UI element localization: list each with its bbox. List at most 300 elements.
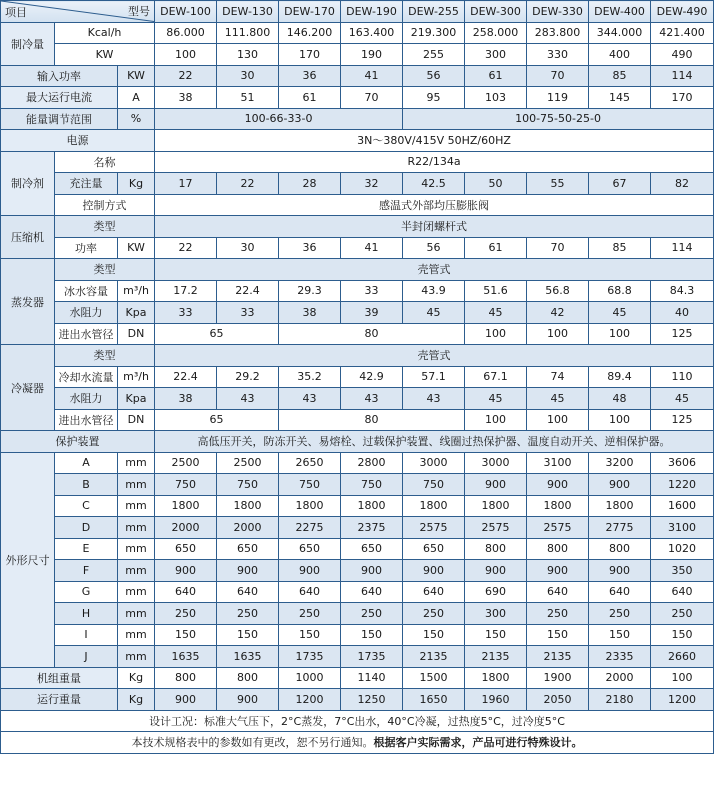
disclaimer-row [1,732,714,754]
sub-label: 冷却水流量 [55,366,118,388]
cooling-capacity-label: 制冷量 [1,22,55,65]
value-cell: 36 [279,65,341,87]
value-cell: 1635 [217,646,279,668]
value-cell: 103 [465,87,527,109]
value-cell: 163.400 [341,22,403,44]
value-cell: 2775 [589,517,651,539]
value-cell: 3N～380V/415V 50HZ/60HZ [155,130,714,152]
disclaimer-bold: 根据客户实际需求，产品可进行特殊设计。 [373,736,583,750]
value-cell: 344.000 [589,22,651,44]
value-cell: 1500 [403,667,465,689]
value-cell: 2500 [155,452,217,474]
value-cell: 114 [651,65,714,87]
evaporator-flow-row [1,280,714,302]
value-cell: 100 [589,323,651,345]
sub-label: 类型 [55,259,155,281]
value-cell: 33 [155,302,217,324]
unit-cell: m³/h [118,280,155,302]
value-cell: 250 [589,603,651,625]
value-cell: 45 [651,388,714,410]
value-cell: 100 [527,409,589,431]
value-cell: 55 [527,173,589,195]
unit-cell: A [118,87,155,109]
value-cell: 38 [155,87,217,109]
value-cell: 100 [651,667,714,689]
value-cell: 900 [527,474,589,496]
cooling-kw-row [1,44,714,66]
value-cell: 250 [651,603,714,625]
header-row [1,1,714,23]
max-current-row [1,87,714,109]
value-cell: 39 [341,302,403,324]
unit-cell: Kpa [118,302,155,324]
value-cell: 壳管式 [155,259,714,281]
cooling-kcal-row [1,22,714,44]
value-cell: 2575 [465,517,527,539]
value-cell: 800 [589,538,651,560]
value-cell: 2275 [279,517,341,539]
value-cell: 22.4 [217,280,279,302]
dimension-row [1,603,714,625]
value-cell: 1735 [279,646,341,668]
value-cell: 400 [589,44,651,66]
dimension-row [1,452,714,474]
unit-cell: Kpa [118,388,155,410]
evaporator-type-row [1,259,714,281]
value-cell: 3100 [527,452,589,474]
value-cell: 255 [403,44,465,66]
refrigerant-control-row [1,194,714,216]
model-header: DEW-255 [403,1,465,23]
value-cell: 2375 [341,517,403,539]
dimension-key: G [55,581,118,603]
dimension-key: I [55,624,118,646]
value-cell: 41 [341,237,403,259]
value-cell: 750 [217,474,279,496]
value-cell: 43 [217,388,279,410]
value-cell: 22.4 [155,366,217,388]
value-cell: 3100 [651,517,714,539]
model-header: DEW-400 [589,1,651,23]
value-cell: 1800 [403,495,465,517]
value-cell: 1960 [465,689,527,711]
model-header: DEW-330 [527,1,589,23]
value-cell: 111.800 [217,22,279,44]
value-cell: 350 [651,560,714,582]
value-cell: 250 [279,603,341,625]
value-cell: 2660 [651,646,714,668]
value-cell: 84.3 [651,280,714,302]
model-header: DEW-100 [155,1,217,23]
model-header: DEW-130 [217,1,279,23]
value-cell: 650 [403,538,465,560]
value-cell: 65 [155,409,279,431]
value-cell: 1800 [589,495,651,517]
value-cell: 421.400 [651,22,714,44]
evaporator-resistance-row [1,302,714,324]
unit-cell: Kg [118,667,155,689]
value-cell: 650 [279,538,341,560]
value-cell: 45 [589,302,651,324]
value-cell: 150 [341,624,403,646]
unit-cell: mm [118,517,155,539]
value-cell: 1800 [279,495,341,517]
value-cell: 61 [465,237,527,259]
dimension-key: A [55,452,118,474]
design-conditions-row [1,710,714,732]
value-cell: 900 [217,689,279,711]
value-cell: 110 [651,366,714,388]
unit-cell: mm [118,538,155,560]
value-cell: 2650 [279,452,341,474]
value-cell: 800 [527,538,589,560]
value-cell: 22 [155,237,217,259]
value-cell: 43.9 [403,280,465,302]
protection-label: 保护装置 [1,431,155,453]
value-cell: 2000 [155,517,217,539]
value-cell: 48 [589,388,651,410]
power-supply-label: 电源 [1,130,155,152]
sub-label: 名称 [55,151,155,173]
value-cell: 50 [465,173,527,195]
sub-label: 充注量 [55,173,118,195]
value-cell: 150 [589,624,651,646]
dimension-key: D [55,517,118,539]
value-cell: 1600 [651,495,714,517]
value-cell: 2000 [589,667,651,689]
value-cell: 65 [155,323,279,345]
unit-weight-label: 机组重量 [1,667,118,689]
value-cell: 42.9 [341,366,403,388]
value-cell: 45 [465,388,527,410]
value-cell: 150 [217,624,279,646]
unit-cell: % [118,108,155,130]
value-cell: 85 [589,237,651,259]
value-cell: 150 [465,624,527,646]
value-cell: 高低压开关，防冻开关、易熔栓、过载保护装置、线圈过热保护器、温度自动开关、逆相保护器。 [155,431,714,453]
condenser-pipe-row [1,409,714,431]
evaporator-pipe-row [1,323,714,345]
value-cell: 70 [527,237,589,259]
value-cell: 1200 [279,689,341,711]
unit-cell: DN [118,409,155,431]
value-cell: 900 [155,560,217,582]
model-header: DEW-190 [341,1,403,23]
capacity-range-label: 能量调节范围 [1,108,118,130]
value-cell: 半封闭螺杆式 [155,216,714,238]
header-corner-cell [1,1,155,23]
value-cell: 41 [341,65,403,87]
dimensions-label: 外形尺寸 [1,452,55,667]
value-cell: 22 [217,173,279,195]
value-cell: 100 [589,409,651,431]
dimension-key: J [55,646,118,668]
max-current-label: 最大运行电流 [1,87,118,109]
value-cell: 45 [465,302,527,324]
dimension-key: H [55,603,118,625]
capacity-range-row [1,108,714,130]
value-cell: 1800 [527,495,589,517]
value-cell: 35.2 [279,366,341,388]
dimension-row [1,646,714,668]
value-cell: 2135 [403,646,465,668]
model-header: DEW-170 [279,1,341,23]
value-cell: 100 [465,409,527,431]
value-cell: 100 [465,323,527,345]
value-cell: 30 [217,237,279,259]
value-cell: 258.000 [465,22,527,44]
value-cell: 750 [155,474,217,496]
value-cell: 30 [217,65,279,87]
condenser-type-row [1,345,714,367]
value-cell: 150 [279,624,341,646]
value-cell: 2575 [403,517,465,539]
value-cell: 1800 [341,495,403,517]
value-cell: 190 [341,44,403,66]
value-cell: 900 [527,560,589,582]
value-cell: 56 [403,237,465,259]
value-cell: 56.8 [527,280,589,302]
value-cell: 1635 [155,646,217,668]
unit-cell: mm [118,474,155,496]
value-cell: 28 [279,173,341,195]
value-cell: 283.800 [527,22,589,44]
value-cell: 3000 [465,452,527,474]
value-cell: 42.5 [403,173,465,195]
value-cell: 86.000 [155,22,217,44]
value-cell: 17.2 [155,280,217,302]
value-cell: 150 [403,624,465,646]
value-cell: 80 [279,409,465,431]
value-cell: 250 [155,603,217,625]
unit-cell: mm [118,624,155,646]
value-cell: 57.1 [403,366,465,388]
value-cell: 85 [589,65,651,87]
dimension-row [1,474,714,496]
value-cell: 219.300 [403,22,465,44]
value-cell: 640 [155,581,217,603]
value-cell: 640 [403,581,465,603]
value-cell: 900 [465,474,527,496]
dimension-key: C [55,495,118,517]
value-cell: 100 [155,44,217,66]
value-cell: 36 [279,237,341,259]
condenser-flow-row [1,366,714,388]
value-cell: 690 [465,581,527,603]
value-cell: 119 [527,87,589,109]
value-cell: 1800 [465,667,527,689]
value-cell: 125 [651,409,714,431]
header-item-label: 项目 [5,5,27,19]
unit-cell: mm [118,452,155,474]
value-cell: 900 [465,560,527,582]
value-cell: 43 [403,388,465,410]
sub-label: 进出水管径 [55,323,118,345]
sub-label: 控制方式 [55,194,155,216]
value-cell: 1800 [465,495,527,517]
unit-cell: DN [118,323,155,345]
sub-label: 类型 [55,216,155,238]
value-cell: 61 [465,65,527,87]
value-cell: 640 [589,581,651,603]
value-cell: 2500 [217,452,279,474]
unit-cell: mm [118,560,155,582]
value-cell: 70 [341,87,403,109]
value-cell: 29.3 [279,280,341,302]
disclaimer-plain: 本技术规格表中的参数如有更改，恕不另行通知。 [131,736,374,750]
value-cell: 125 [651,323,714,345]
value-cell: 2575 [527,517,589,539]
value-cell: 56 [403,65,465,87]
power-supply-row [1,130,714,152]
value-cell: 2000 [217,517,279,539]
value-cell: 800 [155,667,217,689]
value-cell: 2180 [589,689,651,711]
value-cell: 89.4 [589,366,651,388]
sub-label: 冰水容量 [55,280,118,302]
value-cell: 900 [589,474,651,496]
value-cell: 250 [217,603,279,625]
operating-weight-label: 运行重量 [1,689,118,711]
operating-weight-row [1,689,714,711]
value-cell: 900 [589,560,651,582]
unit-cell: m³/h [118,366,155,388]
sub-label: 进出水管径 [55,409,118,431]
value-cell: 67.1 [465,366,527,388]
compressor-power-row [1,237,714,259]
value-cell: 145 [589,87,651,109]
value-cell: 67 [589,173,651,195]
value-cell: 51.6 [465,280,527,302]
refrigerant-label: 制冷剂 [1,151,55,216]
value-cell: 1220 [651,474,714,496]
refrigerant-charge-row [1,173,714,195]
unit-cell: mm [118,603,155,625]
design-conditions-note: 设计工况：标准大气压下，2°C蒸发，7°C出水，40°C冷凝，过热度5°C，过冷度5°C [1,710,714,732]
unit-cell: Kg [118,689,155,711]
value-cell: R22/134a [155,151,714,173]
value-cell: 17 [155,173,217,195]
value-cell: 250 [527,603,589,625]
value-cell: 1020 [651,538,714,560]
value-cell: 95 [403,87,465,109]
unit-cell: KW [118,237,155,259]
value-cell: 150 [155,624,217,646]
value-cell: 74 [527,366,589,388]
value-cell: 2800 [341,452,403,474]
value-cell: 170 [279,44,341,66]
value-cell: 1200 [651,689,714,711]
value-cell: 100-66-33-0 [155,108,403,130]
value-cell: 800 [217,667,279,689]
value-cell: 650 [155,538,217,560]
value-cell: 1650 [403,689,465,711]
value-cell: 130 [217,44,279,66]
value-cell: 640 [341,581,403,603]
value-cell: 2335 [589,646,651,668]
value-cell: 1000 [279,667,341,689]
value-cell: 100-75-50-25-0 [403,108,714,130]
model-header: DEW-300 [465,1,527,23]
value-cell: 650 [341,538,403,560]
value-cell: 2135 [527,646,589,668]
value-cell: 45 [527,388,589,410]
dimension-key: E [55,538,118,560]
value-cell: 490 [651,44,714,66]
value-cell: 300 [465,44,527,66]
value-cell: 3200 [589,452,651,474]
value-cell: 150 [527,624,589,646]
value-cell: 1800 [217,495,279,517]
value-cell: 1140 [341,667,403,689]
dimension-key: F [55,560,118,582]
sub-label: 水阻力 [55,302,118,324]
value-cell: 250 [341,603,403,625]
input-power-row [1,65,714,87]
value-cell: 750 [403,474,465,496]
value-cell: 900 [155,689,217,711]
value-cell: 640 [651,581,714,603]
value-cell: 1250 [341,689,403,711]
value-cell: 2050 [527,689,589,711]
unit-cell: KW [55,44,155,66]
value-cell: 38 [155,388,217,410]
unit-cell: mm [118,646,155,668]
value-cell: 800 [465,538,527,560]
value-cell: 43 [341,388,403,410]
value-cell: 感温式外部均压膨胀阀 [155,194,714,216]
unit-weight-row [1,667,714,689]
protection-row [1,431,714,453]
sub-label: 水阻力 [55,388,118,410]
sub-label: 类型 [55,345,155,367]
value-cell: 650 [217,538,279,560]
value-cell: 3000 [403,452,465,474]
compressor-label: 压缩机 [1,216,55,259]
value-cell: 750 [279,474,341,496]
value-cell: 150 [651,624,714,646]
value-cell: 61 [279,87,341,109]
value-cell: 250 [403,603,465,625]
condenser-resistance-row [1,388,714,410]
value-cell: 22 [155,65,217,87]
dimension-row [1,495,714,517]
value-cell: 100 [527,323,589,345]
value-cell: 33 [341,280,403,302]
value-cell: 70 [527,65,589,87]
disclaimer-note [1,732,714,754]
model-header: DEW-490 [651,1,714,23]
value-cell: 900 [341,560,403,582]
unit-cell: Kg [118,173,155,195]
value-cell: 750 [341,474,403,496]
value-cell: 29.2 [217,366,279,388]
value-cell: 640 [527,581,589,603]
dimension-row [1,624,714,646]
value-cell: 45 [403,302,465,324]
condenser-label: 冷凝器 [1,345,55,431]
dimension-row [1,538,714,560]
value-cell: 33 [217,302,279,324]
dimension-row [1,517,714,539]
unit-cell: mm [118,495,155,517]
value-cell: 40 [651,302,714,324]
value-cell: 1900 [527,667,589,689]
refrigerant-name-row [1,151,714,173]
value-cell: 170 [651,87,714,109]
value-cell: 300 [465,603,527,625]
input-power-label: 输入功率 [1,65,118,87]
